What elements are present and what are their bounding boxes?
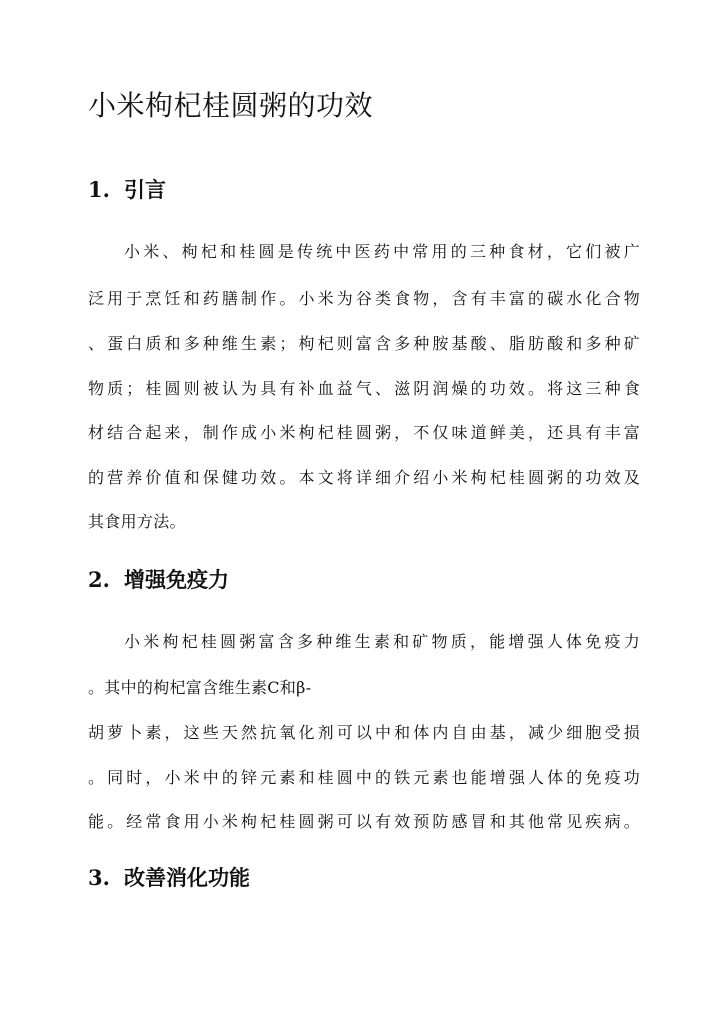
paragraph-line: 。同时，小米中的锌元素和桂圆中的铁元素也能增强人体的免疫功 [88,768,640,787]
paragraph-line: 材结合起来，制作成小米枸杞桂圆粥，不仅味道鲜美，还具有丰富 [88,423,640,442]
paragraph-line: 其食用方法。 [88,512,186,531]
section-title: 引言 [124,177,166,202]
section-heading-immunity [88,566,648,594]
section-number: 2. [88,567,110,592]
section-title: 增强免疫力 [124,567,229,592]
section-number: 1. [88,177,110,202]
paragraph-line: 小米、枸杞和桂圆是传统中医药中常用的三种食材，它们被广 [124,242,640,261]
paragraph-line: 小米枸杞桂圆粥富含多种维生素和矿物质，能增强人体免疫力 [124,632,640,651]
paragraph-line: 。其中的枸杞富含维生素C和β- [88,678,312,697]
paragraph-line: 、蛋白质和多种维生素；枸杞则富含多种胺基酸、脂肪酸和多种矿 [88,334,640,353]
section-heading-digestion [88,864,648,892]
section-heading-introduction [88,176,648,204]
paragraph-line: 胡萝卜素，这些天然抗氧化剂可以中和体内自由基，减少细胞受损 [88,723,640,742]
paragraph-line: 的营养价值和保健功效。本文将详细介绍小米枸杞桂圆粥的功效及 [88,468,640,487]
section-number: 3. [88,865,110,890]
paragraph-line: 泛用于烹饪和药膳制作。小米为谷类食物，含有丰富的碳水化合物 [88,289,640,308]
paragraph-line: 能。经常食用小米枸杞桂圆粥可以有效预防感冒和其他常见疾病。 [88,812,640,831]
section-title: 改善消化功能 [124,865,250,890]
paragraph-line: 物质；桂圆则被认为具有补血益气、滋阴润燥的功效。将这三种食 [88,379,640,398]
page-title: 小米枸杞桂圆粥的功效 [88,89,374,122]
